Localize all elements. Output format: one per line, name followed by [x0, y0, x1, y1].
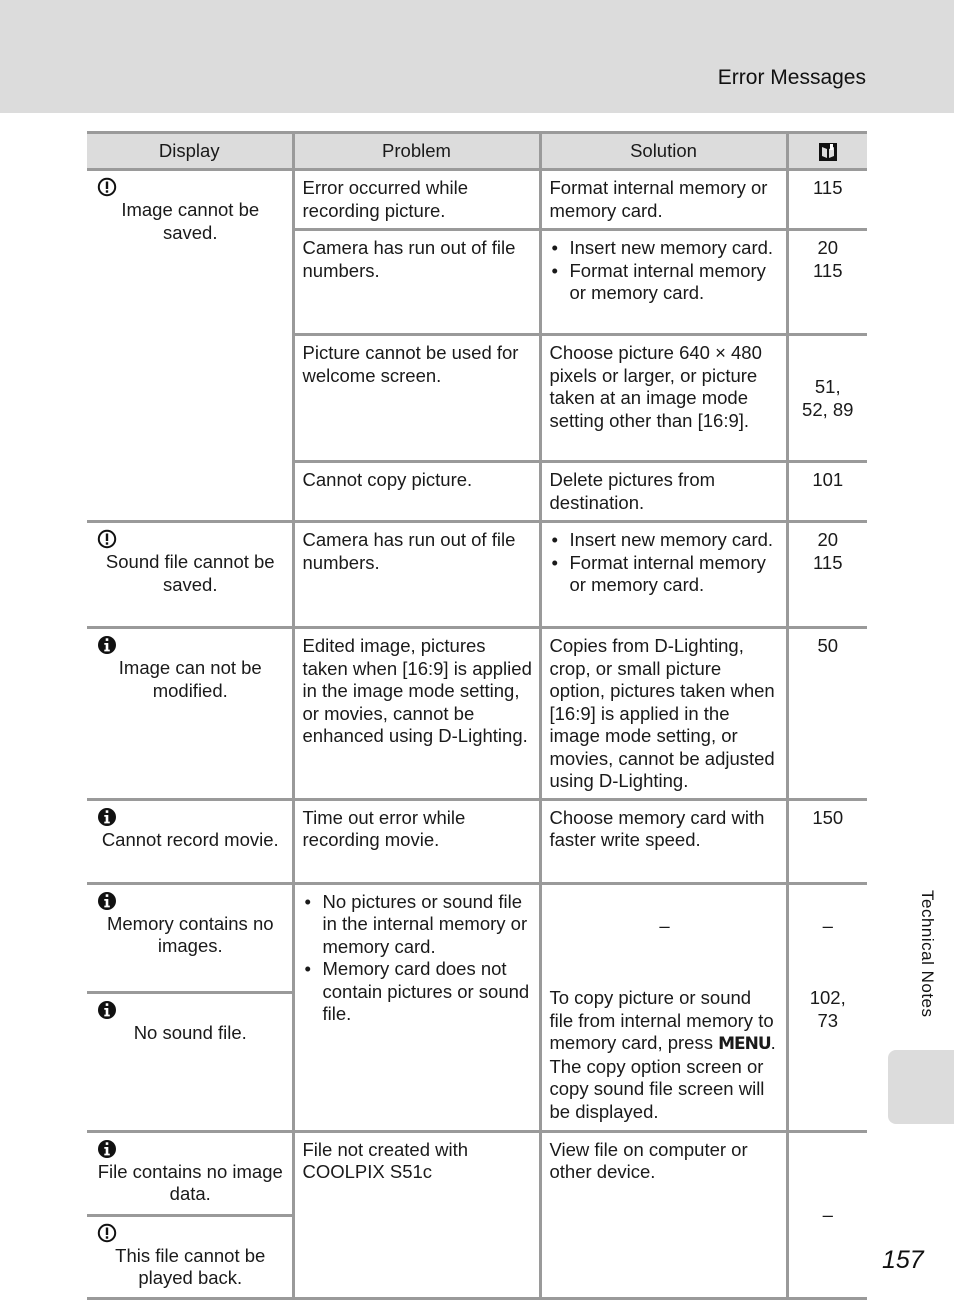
warning-icon [97, 1223, 117, 1243]
display-cell [87, 628, 293, 800]
info-icon [97, 1000, 117, 1020]
display-cell [87, 883, 293, 992]
display-cell [87, 1131, 293, 1215]
problem-list [303, 891, 533, 1026]
solution-cell: Copies from D-Lighting, crop, or small picture option, pictures taken when [16:9] is applied in the image mode setting, or movies, cannot be adjusted using D-Lighting. [540, 628, 787, 800]
solution-cell [540, 883, 787, 1131]
page-number: 157 [882, 1246, 924, 1274]
reference-cell [787, 883, 867, 1131]
solution-list-item: • Format internal memory or memory card. [550, 260, 780, 305]
problem-cell: Camera has run out of file numbers. [293, 522, 540, 628]
reference-page: 73 [817, 1009, 839, 1031]
problem-cell: Picture cannot be used for welcome screen. [293, 335, 540, 462]
reference-page: 51, [814, 376, 841, 397]
display-cell [87, 799, 293, 883]
solution-cell [540, 230, 787, 335]
reference-cell [787, 230, 867, 335]
reference-cell [787, 335, 867, 462]
reference-cell: 50 [787, 628, 867, 800]
reference-page: 20 [817, 529, 839, 550]
page-header-title: Error Messages [717, 66, 866, 89]
solution-cell [540, 522, 787, 628]
table-row [87, 1131, 867, 1215]
error-messages-table [87, 131, 867, 1300]
solution-list-item: • Format internal memory or memory card. [550, 552, 780, 597]
reference-page: 20 [817, 237, 839, 258]
solution-text: . The copy option screen or copy sound file screen will be displayed. [549, 1032, 776, 1122]
display-cell [87, 522, 293, 628]
solution-dash: – [659, 914, 670, 936]
solution-cell: Choose memory card with faster write speed. [540, 799, 787, 883]
problem-cell: Cannot copy picture. [293, 462, 540, 522]
display-message: Sound file cannot be saved. [105, 551, 275, 595]
reference-dash: – [822, 914, 833, 936]
side-tab [888, 1050, 954, 1124]
column-header-solution: Solution [540, 133, 787, 170]
display-cell [87, 170, 293, 522]
reference-cell: 101 [787, 462, 867, 522]
problem-cell: Camera has run out of file numbers. [293, 230, 540, 335]
info-icon [97, 807, 117, 827]
info-icon [97, 891, 117, 911]
solution-copy-note [550, 987, 780, 1123]
display-message: This file cannot be played back. [115, 1244, 266, 1288]
problem-cell [293, 883, 540, 1131]
column-header-reference [787, 133, 867, 170]
reference-cell: 150 [787, 799, 867, 883]
reference-page: 102, [809, 987, 846, 1008]
warning-icon [97, 177, 117, 197]
solution-cell: Choose picture 640 × 480 pixels or larger, or picture taken at an image mode setting other than [16:9]. [540, 335, 787, 462]
display-message: Cannot record movie. [101, 828, 279, 850]
display-message: Image can not be modified. [118, 657, 262, 701]
display-cell [87, 992, 293, 1131]
table-row [87, 799, 867, 883]
info-icon [97, 635, 117, 655]
book-reference-icon [818, 142, 838, 162]
reference-cell: – [787, 1131, 867, 1298]
problem-cell: Time out error while recording movie. [293, 799, 540, 883]
header-band [0, 0, 954, 113]
table-row [87, 883, 867, 992]
solution-cell: Format internal memory or memory card. [540, 170, 787, 230]
display-message: Image cannot be saved. [121, 199, 260, 243]
solution-list [550, 237, 780, 305]
table-row [87, 628, 867, 800]
problem-list-item: • Memory card does not contain pictures or sound file. [303, 958, 533, 1026]
table-row [87, 522, 867, 628]
reference-cell [787, 522, 867, 628]
column-header-problem: Problem [293, 133, 540, 170]
solution-list [550, 529, 780, 597]
reference-cell: 115 [787, 170, 867, 230]
solution-cell: Delete pictures from destination. [540, 462, 787, 522]
display-message: File contains no image data. [97, 1160, 283, 1204]
problem-cell: Edited image, pictures taken when [16:9] is applied in the image mode setting, or movies, cannot be enhanced using D-Lighting. [293, 628, 540, 800]
reference-page: 52, 89 [802, 398, 854, 420]
info-icon [97, 1139, 117, 1159]
solution-list-item: • Insert new memory card. [550, 237, 780, 260]
solution-list-item: • Insert new memory card. [550, 529, 780, 552]
table-header-row [87, 133, 867, 170]
table-row [87, 170, 867, 230]
side-tab-label: Technical Notes [918, 890, 937, 1018]
problem-list-item: • No pictures or sound file in the internal memory or memory card. [303, 891, 533, 959]
solution-cell: View file on computer or other device. [540, 1131, 787, 1298]
problem-cell: Error occurred while recording picture. [293, 170, 540, 230]
display-message: Memory contains no images. [106, 912, 274, 956]
problem-cell: File not created with COOLPIX S51c [293, 1131, 540, 1298]
column-header-display: Display [87, 133, 293, 170]
reference-page: 115 [813, 551, 843, 573]
solution-text: To copy picture or sound file from internal memory to memory card, press [549, 987, 774, 1053]
reference-page: 115 [813, 259, 843, 281]
display-message: No sound file. [133, 1021, 247, 1043]
display-cell [87, 1215, 293, 1298]
warning-icon [97, 529, 117, 549]
menu-button-icon: MENU [718, 1034, 771, 1054]
